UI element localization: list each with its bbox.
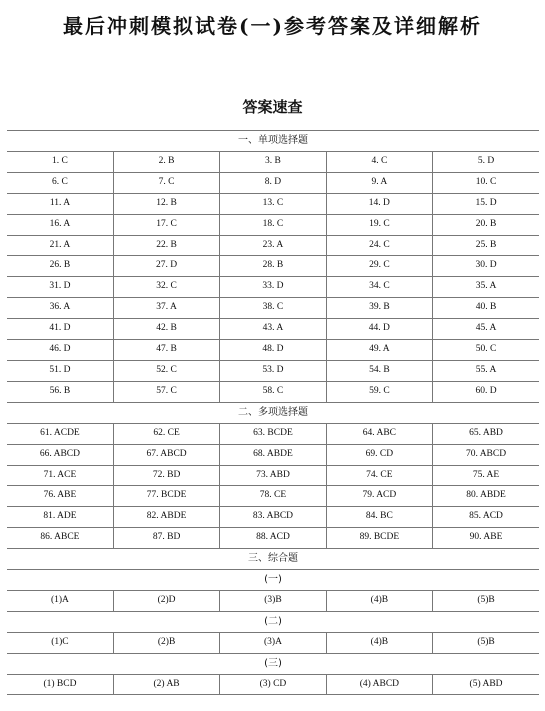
answer-cell: 19. C — [326, 214, 432, 235]
answer-cell: 25. B — [433, 235, 539, 256]
answer-cell: 15. D — [433, 193, 539, 214]
answer-cell: 79. ACD — [326, 486, 432, 507]
answer-cell: 9. A — [326, 172, 432, 193]
answer-cell: 17. C — [113, 214, 219, 235]
answer-cell: 46. D — [7, 340, 113, 361]
section-header-row — [7, 611, 539, 632]
table-row — [7, 277, 539, 298]
answer-cell: 26. B — [7, 256, 113, 277]
answer-cell: 90. ABE — [433, 528, 539, 549]
answer-cell: 21. A — [7, 235, 113, 256]
answer-cell: 49. A — [326, 340, 432, 361]
answer-cell: 59. C — [326, 381, 432, 402]
answer-cell: 82. ABDE — [113, 507, 219, 528]
answer-cell: 68. ABDE — [220, 444, 326, 465]
answer-cell: 14. D — [326, 193, 432, 214]
answer-cell: 51. D — [7, 360, 113, 381]
answer-cell: 24. C — [326, 235, 432, 256]
answer-cell: 10. C — [433, 172, 539, 193]
answer-cell: 54. B — [326, 360, 432, 381]
answer-cell: 36. A — [7, 298, 113, 319]
answer-cell: 47. B — [113, 340, 219, 361]
answer-cell: (5) ABD — [433, 674, 539, 695]
answer-cell: 67. ABCD — [113, 444, 219, 465]
section-heading: (二) — [7, 611, 539, 632]
table-row — [7, 256, 539, 277]
answer-cell: 39. B — [326, 298, 432, 319]
answer-cell: (3)A — [220, 632, 326, 653]
table-row — [7, 528, 539, 549]
answer-cell: 4. C — [326, 151, 432, 172]
answer-cell: 86. ABCE — [7, 528, 113, 549]
table-row — [7, 235, 539, 256]
answer-cell: (1)C — [7, 632, 113, 653]
answer-cell: 48. D — [220, 340, 326, 361]
table-row — [7, 360, 539, 381]
answer-cell: (5)B — [433, 632, 539, 653]
answer-cell: 8. D — [220, 172, 326, 193]
answer-cell: (2)B — [113, 632, 219, 653]
answer-cell: 89. BCDE — [326, 528, 432, 549]
answer-cell: 6. C — [7, 172, 113, 193]
answer-cell: 88. ACD — [220, 528, 326, 549]
answer-cell: 55. A — [433, 360, 539, 381]
answer-cell: 16. A — [7, 214, 113, 235]
section-header-row — [7, 653, 539, 674]
answer-cell: 1. C — [7, 151, 113, 172]
answer-cell: 42. B — [113, 319, 219, 340]
answer-cell: (3)B — [220, 590, 326, 611]
answer-cell: 57. C — [113, 381, 219, 402]
answer-cell: 65. ABD — [433, 423, 539, 444]
section-header-row — [7, 570, 539, 591]
answer-cell: 22. B — [113, 235, 219, 256]
section-header-row — [7, 549, 539, 570]
table-row — [7, 151, 539, 172]
table-row — [7, 319, 539, 340]
answer-cell: 72. BD — [113, 465, 219, 486]
answer-cell: 34. C — [326, 277, 432, 298]
section-header-row — [7, 131, 539, 152]
answer-cell: (5)B — [433, 590, 539, 611]
answer-cell: 83. ABCD — [220, 507, 326, 528]
answer-cell: 60. D — [433, 381, 539, 402]
table-row — [7, 193, 539, 214]
table-row — [7, 340, 539, 361]
answer-cell: 32. C — [113, 277, 219, 298]
answer-cell: 44. D — [326, 319, 432, 340]
answer-cell: 81. ADE — [7, 507, 113, 528]
answer-cell: 30. D — [433, 256, 539, 277]
answer-table-body — [7, 131, 539, 695]
answer-cell: 3. B — [220, 151, 326, 172]
answer-cell: 40. B — [433, 298, 539, 319]
answer-cell: 61. ACDE — [7, 423, 113, 444]
answer-cell: 13. C — [220, 193, 326, 214]
answer-cell: 53. D — [220, 360, 326, 381]
page-title: 最后冲刺模拟试卷(一)参考答案及详细解析 — [63, 14, 482, 38]
answer-cell: (1)A — [7, 590, 113, 611]
answer-cell: 52. C — [113, 360, 219, 381]
answer-cell: 29. C — [326, 256, 432, 277]
answer-cell: 71. ACE — [7, 465, 113, 486]
page-subtitle: 答案速查 — [242, 98, 303, 116]
table-row — [7, 214, 539, 235]
answer-cell: 20. B — [433, 214, 539, 235]
section-header-row — [7, 402, 539, 423]
answer-cell: 5. D — [433, 151, 539, 172]
answer-cell: 56. B — [7, 381, 113, 402]
answer-cell: 31. D — [7, 277, 113, 298]
answer-cell: (4)B — [326, 590, 432, 611]
answer-cell: (4)B — [326, 632, 432, 653]
table-row — [7, 172, 539, 193]
table-row — [7, 486, 539, 507]
answer-cell: 69. CD — [326, 444, 432, 465]
answer-cell: 63. BCDE — [220, 423, 326, 444]
answer-cell: 78. CE — [220, 486, 326, 507]
table-row — [7, 590, 539, 611]
answer-cell: 12. B — [113, 193, 219, 214]
table-row — [7, 507, 539, 528]
answer-cell: 43. A — [220, 319, 326, 340]
section-heading: 二、多项选择题 — [7, 402, 539, 423]
answer-cell: 18. C — [220, 214, 326, 235]
answer-cell: 85. ACD — [433, 507, 539, 528]
answer-cell: 75. AE — [433, 465, 539, 486]
answer-cell: 77. BCDE — [113, 486, 219, 507]
answer-cell: 28. B — [220, 256, 326, 277]
answer-cell: (2)D — [113, 590, 219, 611]
answer-cell: 70. ABCD — [433, 444, 539, 465]
answer-cell: 58. C — [220, 381, 326, 402]
answer-cell: 62. CE — [113, 423, 219, 444]
answer-cell: 66. ABCD — [7, 444, 113, 465]
table-row — [7, 381, 539, 402]
answer-cell: 74. CE — [326, 465, 432, 486]
section-heading: (一) — [7, 570, 539, 591]
answer-cell: 84. BC — [326, 507, 432, 528]
answer-cell: 37. A — [113, 298, 219, 319]
answer-cell: (4) ABCD — [326, 674, 432, 695]
answer-cell: (2) AB — [113, 674, 219, 695]
answer-table — [7, 130, 539, 695]
answer-cell: 33. D — [220, 277, 326, 298]
answer-cell: 76. ABE — [7, 486, 113, 507]
answer-cell: 87. BD — [113, 528, 219, 549]
answer-cell: (3) CD — [220, 674, 326, 695]
answer-cell: 35. A — [433, 277, 539, 298]
answer-cell: 27. D — [113, 256, 219, 277]
answer-cell: 7. C — [113, 172, 219, 193]
answer-cell: 50. C — [433, 340, 539, 361]
answer-cell: 11. A — [7, 193, 113, 214]
answer-cell: 41. D — [7, 319, 113, 340]
answer-cell: 45. A — [433, 319, 539, 340]
section-heading: 一、单项选择题 — [7, 131, 539, 152]
answer-cell: 64. ABC — [326, 423, 432, 444]
table-row — [7, 444, 539, 465]
answer-cell: 73. ABD — [220, 465, 326, 486]
answer-cell: 2. B — [113, 151, 219, 172]
section-heading: 三、综合题 — [7, 549, 539, 570]
table-row — [7, 632, 539, 653]
table-row — [7, 423, 539, 444]
answer-cell: 38. C — [220, 298, 326, 319]
answer-cell: 23. A — [220, 235, 326, 256]
table-row — [7, 465, 539, 486]
answer-cell: 80. ABDE — [433, 486, 539, 507]
table-row — [7, 674, 539, 695]
section-heading: (三) — [7, 653, 539, 674]
answer-cell: (1) BCD — [7, 674, 113, 695]
table-row — [7, 298, 539, 319]
